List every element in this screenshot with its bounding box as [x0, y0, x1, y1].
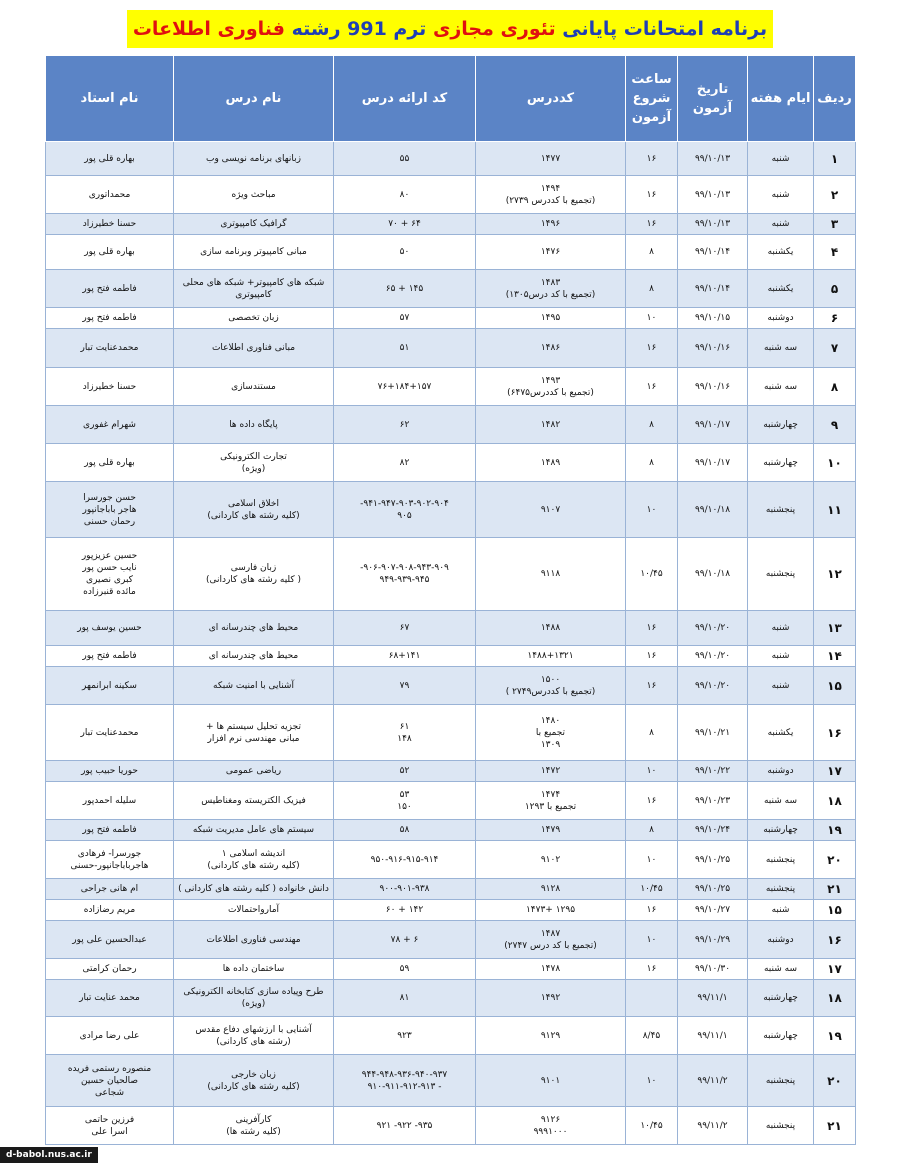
cell-day: پنجشنبه [748, 1055, 814, 1107]
cell-course: آشنایی با امنیت شبکه [174, 667, 334, 705]
cell-teacher: حسنا خطیرزاد [46, 368, 174, 406]
cell-day: شنبه [748, 611, 814, 646]
cell-course: ریاضی عمومی [174, 761, 334, 782]
table-row [46, 329, 856, 368]
cell-offer: ۸۰ [334, 176, 476, 214]
cell-time: ۱۰ [626, 482, 678, 538]
cell-offer: ۵۱ [334, 329, 476, 368]
table-row [46, 368, 856, 406]
table-row [46, 705, 856, 761]
cell-teacher: فاطمه فتح پور [46, 820, 174, 841]
header-day: ایام هفته [748, 56, 814, 142]
cell-course: تجزیه تحلیل سیستم ها + مبانی مهندسی نرم افزار [174, 705, 334, 761]
cell-course: مهندسی فناوری اطلاعات [174, 921, 334, 959]
cell-date: ۹۹/۱۰/۲۲ [678, 761, 748, 782]
cell-teacher: حسین عزیزپور نایب حسن پور کبری نصیری مائده قنبرزاده [46, 538, 174, 611]
cell-offer: ۵۹ [334, 959, 476, 980]
cell-time: ۱۰ [626, 841, 678, 879]
cell-teacher: ام هانی جراحی [46, 879, 174, 900]
title-wrap [0, 10, 900, 48]
cell-row: ۶ [814, 308, 856, 329]
cell-row: ۱۵ [814, 667, 856, 705]
cell-date: ۹۹/۱۰/۲۰ [678, 667, 748, 705]
cell-code: ۹۱۰۷ [476, 482, 626, 538]
cell-day: سه شنبه [748, 368, 814, 406]
cell-code: ۹۱۲۶ ۹۹۹۱۰۰۰ [476, 1107, 626, 1145]
cell-code: ۱۵۰۰ (تجمیع با کددرس۲۷۴۹ ) [476, 667, 626, 705]
cell-time: ۱۶ [626, 782, 678, 820]
table-row [46, 921, 856, 959]
cell-date: ۹۹/۱۰/۳۰ [678, 959, 748, 980]
cell-row: ۲۱ [814, 879, 856, 900]
cell-date: ۹۹/۱۱/۲ [678, 1055, 748, 1107]
cell-row: ۱۹ [814, 1017, 856, 1055]
cell-day: شنبه [748, 214, 814, 235]
cell-course: دانش خانواده ( کلیه رشته های کاردانی ) [174, 879, 334, 900]
cell-time: ۱۰/۴۵ [626, 879, 678, 900]
cell-code: ۹۱۲۸ [476, 879, 626, 900]
cell-time: ۱۰ [626, 761, 678, 782]
cell-offer: ۹۴۱-۹۴۷-۹۰۳-۹۰۲-۹۰۴- ۹۰۵ [334, 482, 476, 538]
cell-code: ۹۱۰۲ [476, 841, 626, 879]
cell-date: ۹۹/۱۰/۲۷ [678, 900, 748, 921]
cell-date: ۹۹/۱۰/۲۳ [678, 782, 748, 820]
cell-row: ۱۶ [814, 921, 856, 959]
cell-day: یکشنبه [748, 235, 814, 270]
cell-time: ۱۶ [626, 142, 678, 176]
table-row [46, 820, 856, 841]
cell-course: محیط های چندرسانه ای [174, 646, 334, 667]
cell-row: ۴ [814, 235, 856, 270]
cell-teacher: حسنا خطیرزاد [46, 214, 174, 235]
cell-teacher: رحمان کرامتی [46, 959, 174, 980]
cell-row: ۲ [814, 176, 856, 214]
cell-date: ۹۹/۱۰/۱۵ [678, 308, 748, 329]
cell-code: ۹۱۰۱ [476, 1055, 626, 1107]
cell-offer: ۷۹ [334, 667, 476, 705]
cell-code: ۱۴۸۶ [476, 329, 626, 368]
cell-date: ۹۹/۱۰/۲۵ [678, 841, 748, 879]
cell-code: ۱۴۹۶ [476, 214, 626, 235]
header-date: تاریخ آزمون [678, 56, 748, 142]
table-row [46, 1055, 856, 1107]
cell-time: ۸ [626, 444, 678, 482]
cell-code: ۱۴۸۳ (تجمیع با کد درس۱۳۰۵) [476, 270, 626, 308]
cell-time: ۸ [626, 820, 678, 841]
cell-day: شنبه [748, 667, 814, 705]
table-row [46, 959, 856, 980]
cell-date: ۹۹/۱۰/۲۰ [678, 646, 748, 667]
cell-day: دوشنبه [748, 308, 814, 329]
cell-teacher: سکینه ابرانمهر [46, 667, 174, 705]
cell-code: ۱۴۷۴ تجمیع با ۱۲۹۳ [476, 782, 626, 820]
cell-code: ۱۴۹۴ (تجمیع با کددرس ۲۷۳۹) [476, 176, 626, 214]
cell-row: ۱۶ [814, 705, 856, 761]
cell-course: پایگاه داده ها [174, 406, 334, 444]
cell-offer: ۵۰ [334, 235, 476, 270]
cell-course: مبانی کامپیوتر وبرنامه سازی [174, 235, 334, 270]
cell-offer: ۶ + ۷۸ [334, 921, 476, 959]
cell-time: ۱۶ [626, 959, 678, 980]
cell-date: ۹۹/۱۰/۱۷ [678, 406, 748, 444]
cell-course: مباحث ویژه [174, 176, 334, 214]
cell-date: ۹۹/۱۱/۱ [678, 1017, 748, 1055]
cell-day: شنبه [748, 646, 814, 667]
cell-teacher: بهاره قلی پور [46, 444, 174, 482]
cell-offer: ۹۴۴-۹۴۸-۹۳۶-۹۴۰-۹۳۷ - ۹۱۰-۹۱۱-۹۱۲-۹۱۳ [334, 1055, 476, 1107]
cell-row: ۹ [814, 406, 856, 444]
header-row [46, 56, 856, 142]
cell-course: مبانی فناوری اطلاعات [174, 329, 334, 368]
cell-course: زبان خارجی (کلیه رشته های کاردانی) [174, 1055, 334, 1107]
cell-time: ۱۰ [626, 1055, 678, 1107]
cell-teacher: حسن جورسرا هاجر باباجانپور رحمان حسنی [46, 482, 174, 538]
cell-date: ۹۹/۱۰/۱۷ [678, 444, 748, 482]
cell-offer: ۹۲۳ [334, 1017, 476, 1055]
cell-code: ۱۴۸۹ [476, 444, 626, 482]
cell-offer: ۱۴۵ + ۶۵ [334, 270, 476, 308]
cell-time: ۱۰ [626, 921, 678, 959]
table-row [46, 482, 856, 538]
cell-row: ۸ [814, 368, 856, 406]
cell-code: ۱۴۷۹ [476, 820, 626, 841]
cell-teacher: جورسرا- فرهادی هاجرباباجانپور-حسنی [46, 841, 174, 879]
cell-time: ۱۶ [626, 611, 678, 646]
cell-day: شنبه [748, 176, 814, 214]
cell-code: ۱۴۷۲ [476, 761, 626, 782]
cell-offer: ۱۴۲ + ۶۰ [334, 900, 476, 921]
cell-offer: ۶۸+۱۴۱ [334, 646, 476, 667]
cell-teacher: محمدعنایت تبار [46, 329, 174, 368]
cell-offer: ۶۴ + ۷۰ [334, 214, 476, 235]
cell-day: دوشنبه [748, 761, 814, 782]
cell-offer: ۸۲ [334, 444, 476, 482]
cell-day: پنجشنبه [748, 879, 814, 900]
cell-course: سیستم های عامل مدیریت شبکه [174, 820, 334, 841]
cell-course: زبانهای برنامه نویسی وب [174, 142, 334, 176]
cell-day: دوشنبه [748, 921, 814, 959]
cell-day: سه شنبه [748, 959, 814, 980]
cell-teacher: علی رضا مرادی [46, 1017, 174, 1055]
cell-offer: ۶۲ [334, 406, 476, 444]
cell-date: ۹۹/۱۰/۱۶ [678, 368, 748, 406]
cell-time: ۸/۴۵ [626, 1017, 678, 1055]
cell-course: زبان تخصصی [174, 308, 334, 329]
exam-schedule-table [45, 55, 856, 1145]
cell-time: ۸ [626, 705, 678, 761]
cell-day: چهارشنبه [748, 1017, 814, 1055]
cell-code: ۱۴۹۲ [476, 980, 626, 1017]
cell-offer: ۶۷ [334, 611, 476, 646]
table-row [46, 406, 856, 444]
table-body [46, 142, 856, 1145]
cell-date: ۹۹/۱۰/۱۴ [678, 270, 748, 308]
table-row [46, 235, 856, 270]
table-row [46, 782, 856, 820]
title-part-3: ترم 991 رشته [291, 18, 427, 40]
cell-day: چهارشنبه [748, 820, 814, 841]
cell-date: ۹۹/۱۰/۱۴ [678, 235, 748, 270]
table-row [46, 538, 856, 611]
table-row [46, 270, 856, 308]
cell-offer: ۹۰۰-۹۰۱-۹۳۸ [334, 879, 476, 900]
cell-row: ۱۰ [814, 444, 856, 482]
cell-course: کارآفرینی (کلیه رشته ها) [174, 1107, 334, 1145]
cell-day: سه شنبه [748, 782, 814, 820]
cell-day: چهارشنبه [748, 980, 814, 1017]
cell-time: ۱۶ [626, 368, 678, 406]
cell-teacher: محمد عنایت تبار [46, 980, 174, 1017]
cell-teacher: بهاره قلی پور [46, 142, 174, 176]
cell-time [626, 980, 678, 1017]
cell-offer: ۶۱ ۱۴۸ [334, 705, 476, 761]
cell-row: ۱۳ [814, 611, 856, 646]
cell-row: ۱۲ [814, 538, 856, 611]
cell-date: ۹۹/۱۰/۲۴ [678, 820, 748, 841]
cell-code: ۱۴۸۰ تجمیع با ۱۳۰۹ [476, 705, 626, 761]
cell-day: پنجشنبه [748, 482, 814, 538]
cell-offer: ۵۸ [334, 820, 476, 841]
cell-row: ۲۰ [814, 1055, 856, 1107]
cell-course: آمارواحتمالات [174, 900, 334, 921]
cell-day: سه شنبه [748, 329, 814, 368]
header-teacher: نام استاد [46, 56, 174, 142]
cell-day: یکشنبه [748, 705, 814, 761]
cell-row: ۷ [814, 329, 856, 368]
cell-time: ۱۶ [626, 646, 678, 667]
cell-teacher: بهاره قلی پور [46, 235, 174, 270]
table-row [46, 879, 856, 900]
cell-offer: ۵۷ [334, 308, 476, 329]
cell-course: تجارت الکترونیکی (ویژه) [174, 444, 334, 482]
cell-course: اندیشه اسلامی ۱ (کلیه رشته های کاردانی) [174, 841, 334, 879]
header-row-number: ردیف [814, 56, 856, 142]
cell-offer: ۵۵ [334, 142, 476, 176]
cell-teacher: فاطمه فتح پور [46, 270, 174, 308]
cell-row: ۲۰ [814, 841, 856, 879]
cell-code: ۹۱۱۸ [476, 538, 626, 611]
cell-date: ۹۹/۱۰/۲۱ [678, 705, 748, 761]
cell-time: ۱۰ [626, 308, 678, 329]
cell-teacher: عبدالحسین علی پور [46, 921, 174, 959]
cell-row: ۱۷ [814, 959, 856, 980]
cell-time: ۸ [626, 406, 678, 444]
cell-day: پنجشنبه [748, 1107, 814, 1145]
cell-teacher: حسین یوسف پور [46, 611, 174, 646]
cell-day: پنجشنبه [748, 841, 814, 879]
cell-offer: ۵۲ [334, 761, 476, 782]
cell-course: ساختمان داده ها [174, 959, 334, 980]
cell-time: ۱۰/۴۵ [626, 538, 678, 611]
cell-date: ۹۹/۱۱/۱ [678, 980, 748, 1017]
cell-course: محیط های چندرسانه ای [174, 611, 334, 646]
cell-row: ۱۷ [814, 761, 856, 782]
cell-time: ۱۶ [626, 329, 678, 368]
cell-date: ۹۹/۱۰/۱۶ [678, 329, 748, 368]
table-row [46, 980, 856, 1017]
cell-date: ۹۹/۱۰/۱۳ [678, 142, 748, 176]
header-course-name: نام درس [174, 56, 334, 142]
cell-day: شنبه [748, 142, 814, 176]
header-time: ساعت شروع آزمون [626, 56, 678, 142]
cell-code: ۱۴۸۲ [476, 406, 626, 444]
cell-row: ۵ [814, 270, 856, 308]
cell-row: ۱۸ [814, 782, 856, 820]
cell-code: ۱۴۹۵ [476, 308, 626, 329]
cell-date: ۹۹/۱۰/۲۹ [678, 921, 748, 959]
cell-day: چهارشنبه [748, 444, 814, 482]
cell-day: یکشنبه [748, 270, 814, 308]
cell-time: ۱۶ [626, 176, 678, 214]
cell-teacher: فاطمه فتح پور [46, 308, 174, 329]
cell-code: ۱۴۷۶ [476, 235, 626, 270]
table-row [46, 611, 856, 646]
cell-code: ۱۴۷۷ [476, 142, 626, 176]
cell-code: ۹۱۲۹ [476, 1017, 626, 1055]
table-row [46, 444, 856, 482]
cell-course: اخلاق اسلامی (کلیه رشته های کاردانی) [174, 482, 334, 538]
cell-row: ۱۴ [814, 646, 856, 667]
cell-code: ۱۲۹۵ +۱۴۷۳ [476, 900, 626, 921]
cell-code: ۱۴۹۳ (تجمیع با کددرس۶۴۷۵) [476, 368, 626, 406]
table-row [46, 214, 856, 235]
cell-offer: ۷۶+۱۸۴+۱۵۷ [334, 368, 476, 406]
table-row [46, 841, 856, 879]
table-row [46, 646, 856, 667]
table-row [46, 176, 856, 214]
cell-offer: ۸۱ [334, 980, 476, 1017]
cell-course: فیزیک الکتریسته ومغناطیس [174, 782, 334, 820]
cell-course: زبان فارسی ( کلیه رشته های کاردانی) [174, 538, 334, 611]
table-row [46, 1017, 856, 1055]
page-title [127, 10, 773, 48]
cell-code: ۱۴۸۸ [476, 611, 626, 646]
site-watermark: d-babol.nus.ac.ir [0, 1147, 98, 1163]
cell-offer: ۹۰۶-۹۰۷-۹۰۸-۹۴۳-۹۰۹- ۹۴۹-۹۳۹-۹۴۵ [334, 538, 476, 611]
cell-teacher: شهرام غفوری [46, 406, 174, 444]
table-row [46, 1107, 856, 1145]
table-row [46, 761, 856, 782]
cell-row: ۲۱ [814, 1107, 856, 1145]
cell-teacher: محمداتوری [46, 176, 174, 214]
cell-teacher: فاطمه فتح پور [46, 646, 174, 667]
cell-course: شبکه های کامپیوتر+ شبکه های محلی کامپیوتری [174, 270, 334, 308]
title-part-2: تئوری مجازی [432, 18, 556, 40]
cell-row: ۱۸ [814, 980, 856, 1017]
cell-offer: ۹۵۰-۹۱۶-۹۱۵-۹۱۴ [334, 841, 476, 879]
table-row [46, 308, 856, 329]
title-part-4: فناوری اطلاعات [132, 18, 285, 40]
cell-course: مستندسازی [174, 368, 334, 406]
cell-time: ۱۰/۴۵ [626, 1107, 678, 1145]
cell-code: ۱۴۸۸+۱۳۲۱ [476, 646, 626, 667]
cell-date: ۹۹/۱۰/۱۳ [678, 176, 748, 214]
cell-date: ۹۹/۱۰/۲۵ [678, 879, 748, 900]
cell-teacher: حوریا حبیب پور [46, 761, 174, 782]
cell-time: ۱۶ [626, 900, 678, 921]
title-part-1: برنامه امتحانات پایانی [562, 18, 768, 40]
cell-row: ۱۹ [814, 820, 856, 841]
cell-row: ۱۵ [814, 900, 856, 921]
table-row [46, 667, 856, 705]
cell-code: ۱۴۷۸ [476, 959, 626, 980]
cell-time: ۸ [626, 235, 678, 270]
cell-day: چهارشنبه [748, 406, 814, 444]
cell-offer: ۵۳ ۱۵۰ [334, 782, 476, 820]
cell-course: آشنایی با ارزشهای دفاع مقدس (رشته های کاردانی) [174, 1017, 334, 1055]
cell-date: ۹۹/۱۰/۱۸ [678, 538, 748, 611]
cell-row: ۳ [814, 214, 856, 235]
cell-date: ۹۹/۱۰/۲۰ [678, 611, 748, 646]
header-course-code: کددرس [476, 56, 626, 142]
cell-teacher: مریم رضازاده [46, 900, 174, 921]
cell-row: ۱ [814, 142, 856, 176]
cell-time: ۸ [626, 270, 678, 308]
header-offer-code: کد ارائه درس [334, 56, 476, 142]
cell-date: ۹۹/۱۱/۲ [678, 1107, 748, 1145]
cell-teacher: منصوره رستمی فریده صالحیان حسین شجاعی [46, 1055, 174, 1107]
cell-day: پنجشنبه [748, 538, 814, 611]
cell-time: ۱۶ [626, 667, 678, 705]
cell-code: ۱۴۸۷ (تجمیع با کد درس ۲۷۴۷) [476, 921, 626, 959]
cell-teacher: محمدعنایت تبار [46, 705, 174, 761]
table-row [46, 900, 856, 921]
cell-course: گرافیک کامپیوتری [174, 214, 334, 235]
cell-offer: ۹۳۵- ۹۲۲- ۹۲۱ [334, 1107, 476, 1145]
cell-course: طرح وپیاده سازی کتابخانه الکترونیکی (ویژه) [174, 980, 334, 1017]
cell-row: ۱۱ [814, 482, 856, 538]
cell-teacher: سلیله احمدپور [46, 782, 174, 820]
cell-day: شنبه [748, 900, 814, 921]
cell-time: ۱۶ [626, 214, 678, 235]
cell-date: ۹۹/۱۰/۱۸ [678, 482, 748, 538]
cell-date: ۹۹/۱۰/۱۳ [678, 214, 748, 235]
cell-teacher: فرزین حاتمی اسرا علی [46, 1107, 174, 1145]
table-row [46, 142, 856, 176]
